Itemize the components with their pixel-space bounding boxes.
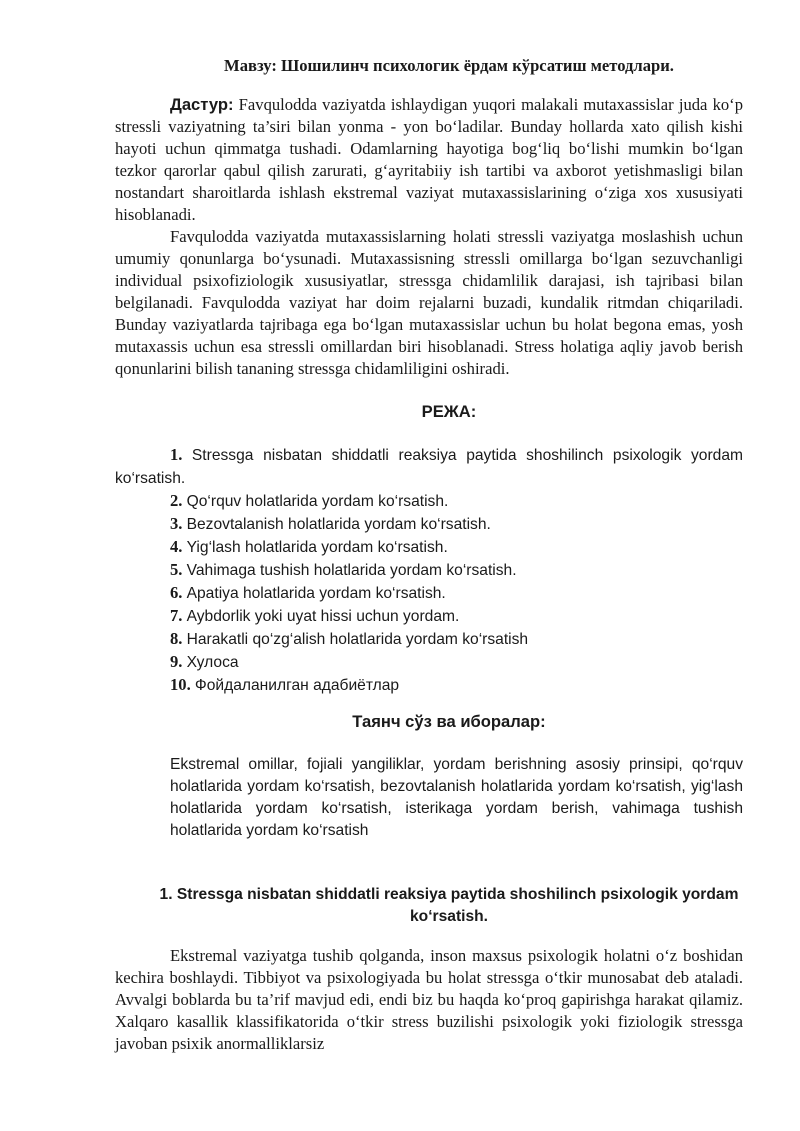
plan-item-text: Aybdorlik yoki uyat hissi uchun yordam.: [186, 608, 460, 625]
plan-item-text: Bezovtalanish holatlarida yordam ko‘rsatish.: [186, 516, 491, 533]
plan-item-2: [115, 490, 743, 513]
plan-item-number: 9.: [170, 652, 183, 671]
plan-item-text: Фойдаланилган адабиётлар: [194, 677, 400, 694]
plan-item-3: [115, 513, 743, 536]
plan-list: [115, 444, 743, 697]
plan-item-7: [115, 605, 743, 628]
plan-item-number: 3.: [170, 514, 183, 533]
plan-item-number: 4.: [170, 537, 183, 556]
page-title: Мавзу: Шошилинч психологик ёрдам кўрсатиш методлари.: [224, 56, 674, 75]
intro-label: Дастур:: [170, 95, 234, 114]
plan-item-text: Vahimaga tushish holatlarida yordam ko‘rsatish.: [186, 562, 517, 579]
plan-item-number: 6.: [170, 583, 183, 602]
plan-item-number: 5.: [170, 560, 183, 579]
intro-text-1: Favqulodda vaziyatda ishlaydigan yuqori malakali mutaxassislar juda ko‘p stressli vaziyatning ta’siri bilan yonma - yon bo‘ladilar. Bunday hollarda xato qilish kishi hayoti uchun qimmatga tushadi. Odamlarning hayotiga bog‘liq bo‘lishi mumkin bo‘lgan tezkor qarorlar qabul qilish zarurati, g‘ayritabiiy ish tartibi va axborot yetishmasligi bilan nostandart sharoitlarda ishlash ekstremal vaziyat mutaxassislarining o‘ziga xos xususiyati hisoblanadi.: [115, 95, 743, 224]
plan-item-text: Хулоса: [186, 654, 239, 671]
plan-item-number: 1.: [170, 445, 183, 464]
section-1-title: 1. Stressga nisbatan shiddatli reaksiya paytida shoshilinch psixologik yordam ko‘rsatish.: [159, 886, 739, 925]
plan-item-10: [115, 674, 743, 697]
plan-item-9: [115, 651, 743, 674]
plan-item-5: [115, 559, 743, 582]
intro-paragraph-2: Favqulodda vaziyatda mutaxassislarning holati stressli vaziyatga moslashish uchun umumiy qonunlarga bo‘ysunadi. Mutaxassisning stressli omillarga bo‘lgan sezuvchanligi individual psixofiziologik xususiyatlar, stressga chidamlilik darajasi, ish tajribasi bilan belgilanadi. Favqulodda vaziyat har doim rejalarni buzadi, kundalik ritmdan chiqariladi. Bunday vaziyatlarda tajribaga ega bo‘lgan mutaxassislar uchun bu holat begona emas, yosh mutaxassis uchun esa stressli omillardan biri hisoblanadi. Stress holatiga aqliy javob berish qonunlarini bilish tananing stressga chidamliligini oshiradi.: [115, 227, 743, 378]
keywords-heading: Таянч сўз ва иборалар:: [352, 712, 546, 731]
plan-item-text: Qo‘rquv holatlarida yordam ko‘rsatish.: [186, 493, 449, 510]
plan-item-number: 2.: [170, 491, 183, 510]
plan-item-text: Harakatli qo‘zg‘alish holatlarida yordam ko‘rsatish: [186, 631, 529, 648]
plan-item-text: Apatiya holatlarida yordam ko‘rsatish.: [186, 585, 446, 602]
plan-item-number: 10.: [170, 675, 191, 694]
plan-heading: РЕЖА:: [421, 402, 477, 421]
plan-item-number: 8.: [170, 629, 183, 648]
plan-item-4: [115, 536, 743, 559]
plan-item-8: [115, 628, 743, 651]
document-page: [115, 55, 743, 1055]
keywords-text: Ekstremal omillar, fojiali yangiliklar, yordam berishning asosiy prinsipi, qo‘rquv holatlarida yordam ko‘rsatish, bezovtalanish holatlarida yordam ko‘rsatish, yig‘lash holatlarida yordam ko‘rsatish, isterikaga yordam berish, vahimaga tushish holatlarida yordam ko‘rsatish: [170, 756, 743, 839]
section-1-paragraph: Ekstremal vaziyatga tushib qolganda, inson maxsus psixologik holatni o‘z boshidan kechira boshlaydi. Tibbiyot va psixologiyada bu holat stressga o‘tkir munosabat deb ataladi. Avvalgi boblarda bu ta’rif mavjud edi, endi biz bu haqda ko‘proq gapirishga harakat qilamiz. Xalqaro kasallik klassifikatorida o‘tkir stress buzilishi psixologik yoki fiziologik stressga javoban psixik anormalliklarsiz: [115, 946, 743, 1053]
plan-item-number: 7.: [170, 606, 183, 625]
plan-item-1: [115, 444, 743, 490]
plan-item-text: Yig‘lash holatlarida yordam ko‘rsatish.: [186, 539, 448, 556]
intro-paragraph-1: [115, 94, 743, 226]
plan-item-text: Stressga nisbatan shiddatli reaksiya paytida shoshilinch psixologik yordam ko‘rsatish.: [115, 447, 743, 487]
plan-item-6: [115, 582, 743, 605]
